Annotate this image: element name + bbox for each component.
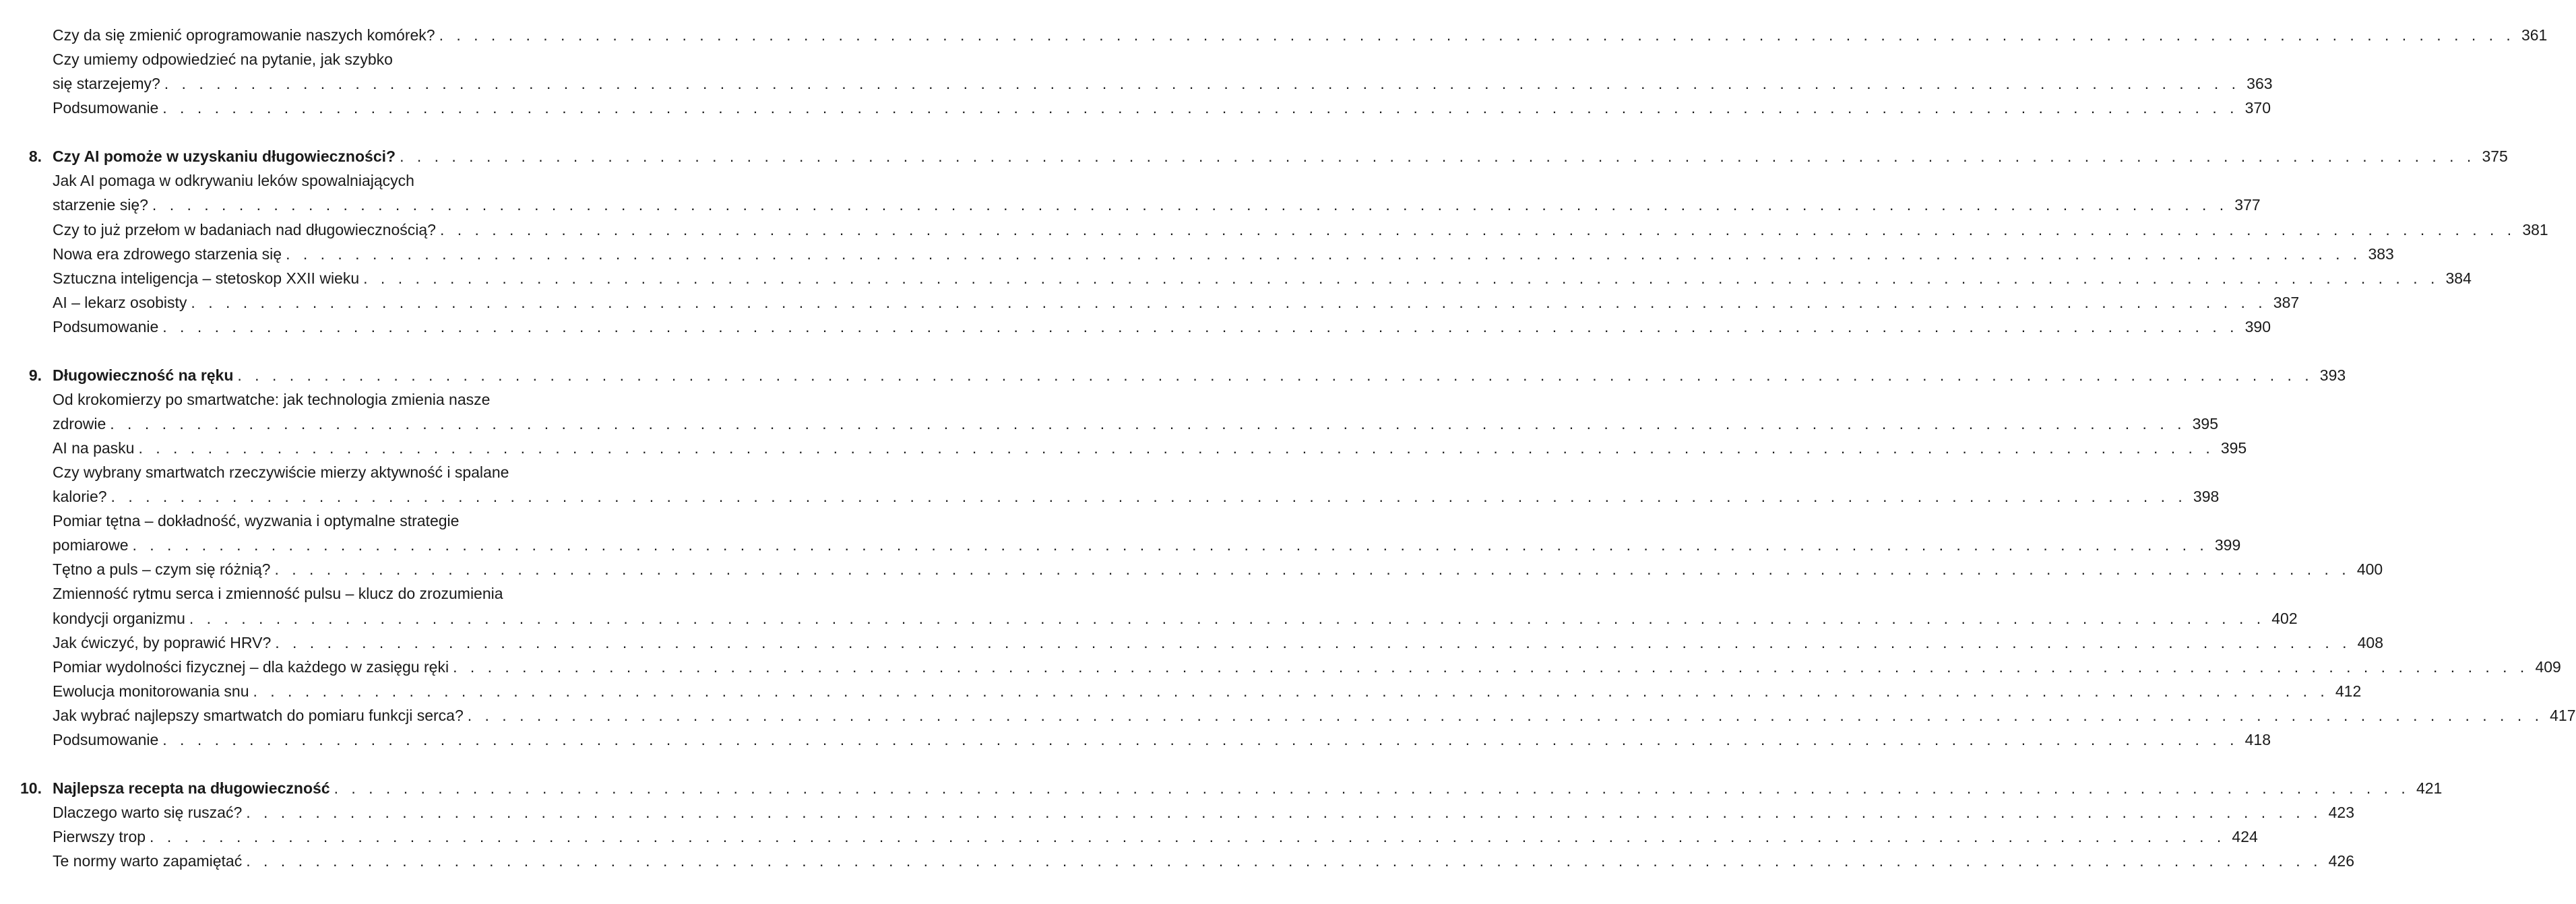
toc-entry-title: Od krokomierzy po smartwatche: jak technologia zmienia nasze — [53, 390, 491, 408]
dot-leader: . . . . . . . . . . . . . . . . . . . . . . . . . . . . . . . . . . . . . . . . . . . . . . . . . . . . . . . . . . . . . . . . . . . . . . . . . . . . . . . . . . . . . . . . . . . . . . . . . . . . . . . . . . . . . . . . . . . . . . . . — [274, 560, 2351, 579]
page-number: 370 — [2244, 99, 2271, 117]
chapter-heading-title: Czy AI pomoże w uzyskaniu długowieczności? — [53, 148, 396, 166]
toc-entry[interactable] — [0, 266, 2472, 290]
page-number: 408 — [2357, 633, 2383, 651]
toc-entry[interactable] — [0, 728, 2271, 752]
page-number: 384 — [2445, 269, 2472, 287]
toc-section — [0, 363, 2576, 752]
chapter-heading[interactable] — [0, 776, 2443, 800]
section-spacer — [0, 120, 590, 144]
toc-entry-title: Jak AI pomaga w odkrywaniu leków spowalniających — [53, 172, 414, 190]
table-of-contents — [0, 23, 2576, 873]
dot-leader: . . . . . . . . . . . . . . . . . . . . . . . . . . . . . . . . . . . . . . . . . . . . . . . . . . . . . . . . . . . . . . . . . . . . . . . . . . . . . . . . . . . . . . . . . . . . . . . . . . . . . . . . . . . . . . . . . . . . . . . . — [453, 657, 2529, 676]
toc-entry-title: Jak wybrać najlepszy smartwatch do pomiaru funkcji serca? — [53, 706, 464, 724]
toc-entry[interactable] — [0, 290, 2300, 315]
page-number: 402 — [2271, 609, 2298, 627]
dot-leader: . . . . . . . . . . . . . . . . . . . . . . . . . . . . . . . . . . . . . . . . . . . . . . . . . . . . . . . . . . . . . . . . . . . . . . . . . . . . . . . . . . . . . . . . . . . . . . . . . . . . . . . . . . . . . . . . . . . . . . . . — [162, 99, 2239, 117]
page-number: 423 — [2328, 804, 2354, 821]
chapter-number: 9. — [28, 366, 42, 384]
toc-entry-title: zdrowie — [53, 415, 106, 432]
dot-leader: . . . . . . . . . . . . . . . . . . . . . . . . . . . . . . . . . . . . . . . . . . . . . . . . . . . . . . . . . . . . . . . . . . . . . . . . . . . . . . . . . . . . . . . . . . . . . . . . . . . . . . . . . . . . . . . . . . . . . . . . — [164, 75, 2240, 93]
toc-entry[interactable] — [0, 655, 2561, 679]
toc-entry-title: Czy wybrany smartwatch rzeczywiście mierzy aktywność i spalane — [53, 463, 509, 482]
toc-entry-title: Podsumowanie — [53, 730, 159, 748]
page-number: 361 — [2521, 26, 2548, 44]
toc-entry-title: Pierwszy trop — [53, 828, 146, 846]
page-number: 395 — [2192, 415, 2219, 432]
toc-entry[interactable] — [0, 242, 2394, 266]
toc-entry-title: Sztuczna inteligencja – stetoskop XXII wieku — [53, 269, 360, 287]
toc-entry-title: Dlaczego warto się ruszać? — [53, 804, 243, 821]
toc-entry[interactable] — [0, 800, 2354, 825]
page-number: 377 — [2234, 196, 2261, 214]
chapter-heading[interactable] — [0, 144, 2508, 168]
toc-entry[interactable] — [0, 193, 2261, 217]
section-spacer — [0, 339, 590, 363]
chapter-heading-title: Najlepsza recepta na długowieczność — [53, 779, 330, 797]
toc-entry[interactable] — [0, 581, 561, 606]
toc-entry[interactable] — [0, 606, 2298, 631]
chapter-number: 8. — [28, 148, 42, 166]
page-number: 409 — [2535, 657, 2561, 676]
dot-leader: . . . . . . . . . . . . . . . . . . . . . . . . . . . . . . . . . . . . . . . . . . . . . . . . . . . . . . . . . . . . . . . . . . . . . . . . . . . . . . . . . . . . . . . . . . . . . . . . . . . . . . . . . . . . . . . . . . . . . . . . — [189, 609, 2265, 627]
toc-entry[interactable] — [0, 533, 2241, 557]
toc-entry[interactable] — [0, 436, 2247, 460]
toc-entry[interactable] — [0, 96, 2271, 120]
toc-entry-title: Tętno a puls – czym się różnią? — [53, 560, 271, 579]
toc-entry-title: Czy to już przełom w badaniach nad długowiecznością? — [53, 220, 436, 238]
toc-entry[interactable] — [0, 679, 2362, 703]
dot-leader: . . . . . . . . . . . . . . . . . . . . . . . . . . . . . . . . . . . . . . . . . . . . . . . . . . . . . . . . . . . . . . . . . . . . . . . . . . . . . . . . . . . . . . . . . . . . . . . . . . . . . . . . . . . . . . . . . . . . . . . . — [363, 269, 2439, 287]
dot-leader: . . . . . . . . . . . . . . . . . . . . . . . . . . . . . . . . . . . . . . . . . . . . . . . . . . . . . . . . . . . . . . . . . . . . . . . . . . . . . . . . . . . . . . . . . . . . . . . . . . . . . . . . . . . . . . . . . . . . . . . . — [439, 220, 2516, 238]
toc-entry-title: Zmienność rytmu serca i zmienność pulsu – klucz do zrozumienia — [53, 585, 503, 603]
dot-leader: . . . . . . . . . . . . . . . . . . . . . . . . . . . . . . . . . . . . . . . . . . . . . . . . . . . . . . . . . . . . . . . . . . . . . . . . . . . . . . . . . . . . . . . . . . . . . . . . . . . . . . . . . . . . . . . . . . . . . . . . — [110, 415, 2187, 432]
toc-section — [0, 776, 2443, 873]
toc-entry-title: Podsumowanie — [53, 99, 159, 117]
page-number: 426 — [2328, 852, 2354, 870]
chapter-heading-title: Długowieczność na ręku — [53, 366, 234, 384]
toc-entry[interactable] — [0, 509, 561, 533]
section-spacer — [0, 752, 590, 776]
toc-entry-title: pomiarowe — [53, 536, 129, 554]
toc-entry[interactable] — [0, 460, 561, 484]
dot-leader: . . . . . . . . . . . . . . . . . . . . . . . . . . . . . . . . . . . . . . . . . . . . . . . . . . . . . . . . . . . . . . . . . . . . . . . . . . . . . . . . . . . . . . . . . . . . . . . . . . . . . . . . . . . . . . . . . . . . . . . . — [152, 196, 2228, 214]
page-number: 387 — [2273, 293, 2300, 311]
toc-entry-title: starzenie się? — [53, 196, 148, 214]
page-number: 412 — [2335, 682, 2362, 700]
toc-section — [0, 23, 2548, 120]
toc-entry[interactable] — [0, 168, 561, 193]
page-number: 383 — [2368, 245, 2394, 263]
toc-entry[interactable] — [0, 47, 561, 71]
page-number: 381 — [2522, 220, 2548, 238]
dot-leader: . . . . . . . . . . . . . . . . . . . . . . . . . . . . . . . . . . . . . . . . . . . . . . . . . . . . . . . . . . . . . . . . . . . . . . . . . . . . . . . . . . . . . . . . . . . . . . . . . . . . . . . . . . . . . . . . . . . . . . . . — [439, 26, 2515, 44]
dot-leader: . . . . . . . . . . . . . . . . . . . . . . . . . . . . . . . . . . . . . . . . . . . . . . . . . . . . . . . . . . . . . . . . . . . . . . . . . . . . . . . . . . . . . . . . . . . . . . . . . . . . . . . . . . . . . . . . . . . . . . . . — [246, 852, 2322, 870]
page-number: 424 — [2232, 828, 2258, 846]
page-number: 393 — [2319, 366, 2346, 384]
toc-entry[interactable] — [0, 218, 2548, 242]
toc-entry-title: Podsumowanie — [53, 317, 159, 335]
page-number: 395 — [2220, 439, 2247, 457]
dot-leader: . . . . . . . . . . . . . . . . . . . . . . . . . . . . . . . . . . . . . . . . . . . . . . . . . . . . . . . . . . . . . . . . . . . . . . . . . . . . . . . . . . . . . . . . . . . . . . . . . . . . . . . . . . . . . . . . . . . . . . . . — [150, 828, 2226, 846]
toc-entry-title: Jak ćwiczyć, by poprawić HRV? — [53, 633, 272, 651]
toc-entry-title: Czy da się zmienić oprogramowanie naszych komórek? — [53, 26, 435, 44]
toc-entry[interactable] — [0, 825, 2258, 849]
toc-entry-title: Ewolucja monitorowania snu — [53, 682, 249, 700]
toc-entry-title: Te normy warto zapamiętać — [53, 852, 243, 870]
toc-entry-title: kalorie? — [53, 488, 107, 506]
page-number: 390 — [2244, 317, 2271, 335]
dot-leader: . . . . . . . . . . . . . . . . . . . . . . . . . . . . . . . . . . . . . . . . . . . . . . . . . . . . . . . . . . . . . . . . . . . . . . . . . . . . . . . . . . . . . . . . . . . . . . . . . . . . . . . . . . . . . . . . . . . . . . . . — [246, 804, 2322, 821]
dot-leader: . . . . . . . . . . . . . . . . . . . . . . . . . . . . . . . . . . . . . . . . . . . . . . . . . . . . . . . . . . . . . . . . . . . . . . . . . . . . . . . . . . . . . . . . . . . . . . . . . . . . . . . . . . . . . . . . . . . . . . . . — [286, 245, 2362, 263]
page-number: 398 — [2193, 488, 2220, 506]
toc-entry-title: AI na pasku — [53, 439, 135, 457]
toc-entry-title: Czy umiemy odpowiedzieć na pytanie, jak szybko — [53, 51, 393, 69]
chapter-heading[interactable] — [0, 363, 2346, 387]
page-number: 421 — [2416, 779, 2443, 797]
dot-leader: . . . . . . . . . . . . . . . . . . . . . . . . . . . . . . . . . . . . . . . . . . . . . . . . . . . . . . . . . . . . . . . . . . . . . . . . . . . . . . . . . . . . . . . . . . . . . . . . . . . . . . . . . . . . . . . . . . . . . . . . — [132, 536, 2209, 554]
toc-entry-title: Nowa era zdrowego starzenia się — [53, 245, 282, 263]
page-number: 418 — [2244, 730, 2271, 748]
dot-leader: . . . . . . . . . . . . . . . . . . . . . . . . . . . . . . . . . . . . . . . . . . . . . . . . . . . . . . . . . . . . . . . . . . . . . . . . . . . . . . . . . . . . . . . . . . . . . . . . . . . . . . . . . . . . . . . . . . . . . . . . — [400, 148, 2476, 166]
toc-entry-title: AI – lekarz osobisty — [53, 293, 187, 311]
dot-leader: . . . . . . . . . . . . . . . . . . . . . . . . . . . . . . . . . . . . . . . . . . . . . . . . . . . . . . . . . . . . . . . . . . . . . . . . . . . . . . . . . . . . . . . . . . . . . . . . . . . . . . . . . . . . . . . . . . . . . . . . — [111, 488, 2187, 506]
dot-leader: . . . . . . . . . . . . . . . . . . . . . . . . . . . . . . . . . . . . . . . . . . . . . . . . . . . . . . . . . . . . . . . . . . . . . . . . . . . . . . . . . . . . . . . . . . . . . . . . . . . . . . . . . . . . . . . . . . . . . . . . — [162, 730, 2239, 748]
toc-entry[interactable] — [0, 23, 2548, 47]
toc-entry-title: Pomiar tętna – dokładność, wyzwania i optymalne strategie — [53, 512, 460, 530]
chapter-number: 10. — [20, 779, 42, 797]
toc-entry-title: się starzejemy? — [53, 75, 160, 93]
page-number: 375 — [2482, 148, 2508, 166]
toc-entry[interactable] — [0, 557, 2383, 581]
page-number: 417 — [2550, 706, 2576, 724]
page-number: 363 — [2247, 75, 2273, 93]
dot-leader: . . . . . . . . . . . . . . . . . . . . . . . . . . . . . . . . . . . . . . . . . . . . . . . . . . . . . . . . . . . . . . . . . . . . . . . . . . . . . . . . . . . . . . . . . . . . . . . . . . . . . . . . . . . . . . . . . . . . . . . . — [191, 293, 2267, 311]
toc-section — [0, 144, 2548, 339]
toc-entry[interactable] — [0, 315, 2271, 339]
page-number: 399 — [2214, 536, 2241, 554]
toc-entry-title: kondycji organizmu — [53, 609, 185, 627]
dot-leader: . . . . . . . . . . . . . . . . . . . . . . . . . . . . . . . . . . . . . . . . . . . . . . . . . . . . . . . . . . . . . . . . . . . . . . . . . . . . . . . . . . . . . . . . . . . . . . . . . . . . . . . . . . . . . . . . . . . . . . . . — [467, 706, 2544, 724]
toc-entry[interactable] — [0, 631, 2383, 655]
dot-leader: . . . . . . . . . . . . . . . . . . . . . . . . . . . . . . . . . . . . . . . . . . . . . . . . . . . . . . . . . . . . . . . . . . . . . . . . . . . . . . . . . . . . . . . . . . . . . . . . . . . . . . . . . . . . . . . . . . . . . . . . — [253, 682, 2329, 700]
page-number: 400 — [2356, 560, 2383, 579]
dot-leader: . . . . . . . . . . . . . . . . . . . . . . . . . . . . . . . . . . . . . . . . . . . . . . . . . . . . . . . . . . . . . . . . . . . . . . . . . . . . . . . . . . . . . . . . . . . . . . . . . . . . . . . . . . . . . . . . . . . . . . . . — [237, 366, 2314, 384]
toc-entry[interactable] — [0, 412, 2219, 436]
toc-entry[interactable] — [0, 484, 2220, 509]
toc-entry-title: Pomiar wydolności fizycznej – dla każdego w zasięgu ręki — [53, 657, 449, 676]
dot-leader: . . . . . . . . . . . . . . . . . . . . . . . . . . . . . . . . . . . . . . . . . . . . . . . . . . . . . . . . . . . . . . . . . . . . . . . . . . . . . . . . . . . . . . . . . . . . . . . . . . . . . . . . . . . . . . . . . . . . . . . . — [162, 317, 2239, 335]
dot-leader: . . . . . . . . . . . . . . . . . . . . . . . . . . . . . . . . . . . . . . . . . . . . . . . . . . . . . . . . . . . . . . . . . . . . . . . . . . . . . . . . . . . . . . . . . . . . . . . . . . . . . . . . . . . . . . . . . . . . . . . . — [275, 633, 2351, 651]
toc-entry[interactable] — [0, 71, 2273, 96]
dot-leader: . . . . . . . . . . . . . . . . . . . . . . . . . . . . . . . . . . . . . . . . . . . . . . . . . . . . . . . . . . . . . . . . . . . . . . . . . . . . . . . . . . . . . . . . . . . . . . . . . . . . . . . . . . . . . . . . . . . . . . . . — [334, 779, 2410, 797]
toc-entry[interactable] — [0, 703, 2576, 728]
toc-entry[interactable] — [0, 387, 561, 412]
toc-entry[interactable] — [0, 849, 2354, 873]
dot-leader: . . . . . . . . . . . . . . . . . . . . . . . . . . . . . . . . . . . . . . . . . . . . . . . . . . . . . . . . . . . . . . . . . . . . . . . . . . . . . . . . . . . . . . . . . . . . . . . . . . . . . . . . . . . . . . . . . . . . . . . . — [138, 439, 2215, 457]
